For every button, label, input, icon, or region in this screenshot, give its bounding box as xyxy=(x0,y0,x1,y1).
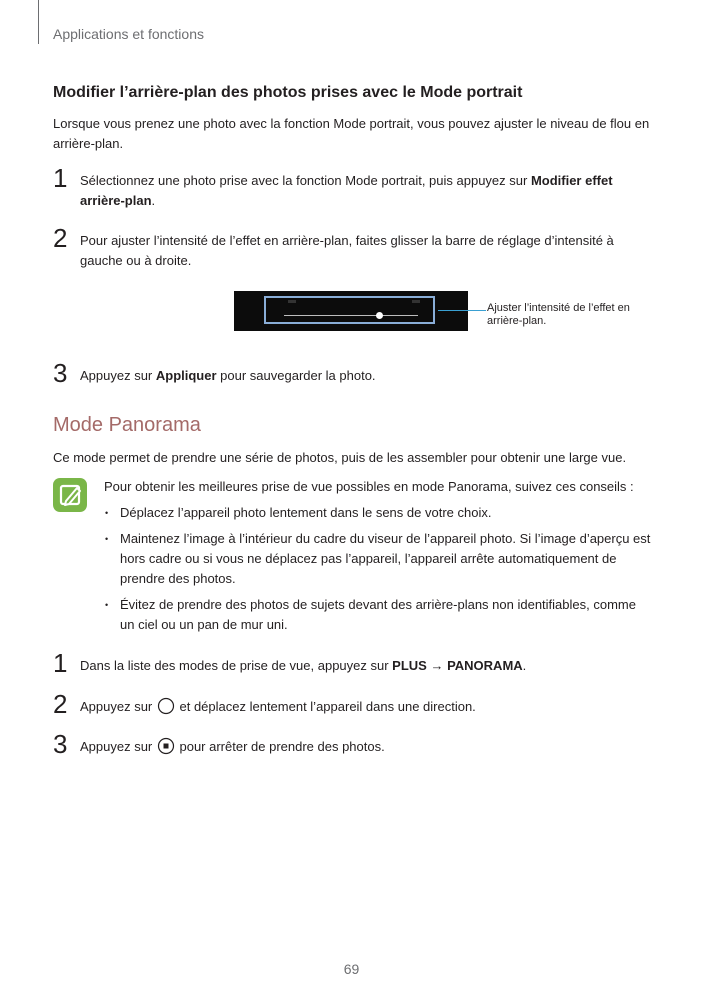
note-pen-icon xyxy=(53,478,87,512)
panorama-step-1 xyxy=(53,648,653,678)
page-number: 69 xyxy=(343,961,360,977)
stop-button-icon xyxy=(157,737,175,761)
slider-callout: Ajuster l’intensité de l’effet en arrière-plan. xyxy=(487,302,630,327)
list-item: • Maintenez l’image à l’intérieur du cadre du viseur de l’appareil photo. Si l’image d’aperçu est hors cadre ou si vous ne déplacez pas l’appareil, l’appareil arrête automatiquement de prendre des photos. xyxy=(104,529,654,589)
panorama-section-title: Mode Panorama xyxy=(53,414,201,436)
step-number: 1 xyxy=(53,163,68,193)
panorama-intro: Ce mode permet de prendre une série de photos, puis de les assembler pour obtenir une large vue. xyxy=(53,450,627,465)
panorama-step-3 xyxy=(53,729,653,761)
step-text: Dans la liste des modes de prise de vue, appuyez sur xyxy=(80,658,393,673)
portrait-intro: Lorsque vous prenez une photo avec la fonction Mode portrait, vous pouvez ajuster le niveau de flou en arrière-plan. xyxy=(53,116,650,151)
step-number: 2 xyxy=(53,689,68,719)
step-text: Appuyez sur xyxy=(80,739,156,754)
running-head: Applications et fonctions xyxy=(53,26,204,42)
blur-intensity-track[interactable] xyxy=(284,315,418,316)
step-text: Appuyez sur xyxy=(80,699,156,714)
step-text: Pour ajuster l’intensité de l’effet en arrière-plan, faites glisser la barre de réglage d’intensité à gauche ou à droite. xyxy=(80,233,614,268)
arrow-separator: → xyxy=(426,658,448,673)
step-text-end: et déplacez lentement l’appareil dans une direction. xyxy=(175,699,476,714)
blur-intensity-knob[interactable] xyxy=(376,312,383,319)
shutter-circle-icon xyxy=(157,697,175,721)
step-text-end: pour sauvegarder la photo. xyxy=(216,368,376,383)
list-item: • Déplacez l’appareil photo lentement dans le sens de votre choix. xyxy=(104,503,654,523)
step-text: Sélectionnez une photo prise avec la fonction Mode portrait, puis appuyez sur xyxy=(80,173,531,188)
step-text-end: . xyxy=(522,658,527,673)
step-number: 1 xyxy=(53,648,68,678)
callout-line xyxy=(438,310,486,311)
portrait-step-1 xyxy=(53,163,653,211)
plus-menu-term: PLUS xyxy=(392,658,427,673)
list-item: • Évitez de prendre des photos de sujets devant des arrière-plans non identifiables, comme un ciel ou un pan de mur uni. xyxy=(104,595,654,635)
panorama-step-2 xyxy=(53,689,653,721)
blur-slider-screenshot xyxy=(234,291,468,331)
step-number: 3 xyxy=(53,729,68,759)
step-text-end: pour arrêter de prendre des photos. xyxy=(175,739,385,754)
slider-highlight-frame xyxy=(264,296,435,324)
step-text-end: . xyxy=(151,193,156,208)
portrait-step-2 xyxy=(53,223,653,271)
portrait-section-title: Modifier l’arrière-plan des photos prises avec le Mode portrait xyxy=(53,84,523,101)
header-rule xyxy=(38,0,39,44)
portrait-step-3 xyxy=(53,358,653,388)
step-number: 2 xyxy=(53,223,68,253)
step-text: Appuyez sur xyxy=(80,368,156,383)
tips-list xyxy=(104,503,654,641)
step-number: 3 xyxy=(53,358,68,388)
step-bold-term: Modifier effet arrière-plan xyxy=(80,173,613,208)
note-text: Pour obtenir les meilleures prise de vue possibles en mode Panorama, suivez ces conseils : xyxy=(104,479,634,494)
step-bold-term: Appliquer xyxy=(155,368,217,383)
panorama-menu-term: PANORAMA xyxy=(447,658,523,673)
